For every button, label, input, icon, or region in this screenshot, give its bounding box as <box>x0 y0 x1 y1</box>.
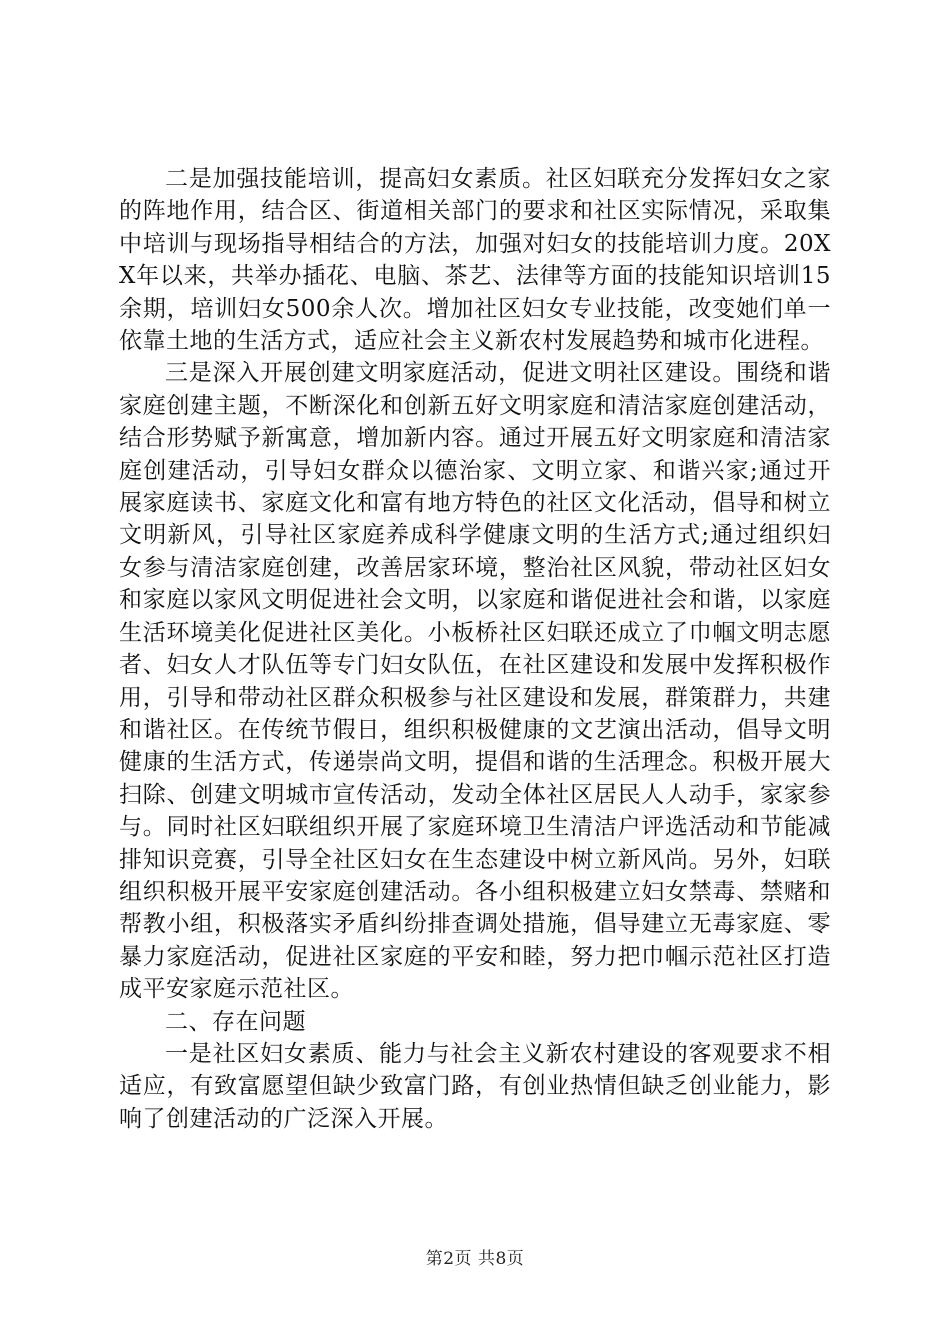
paragraph-civilized-families: 三是深入开展创建文明家庭活动，促进文明社区建设。围绕和谐家庭创建主题，不断深化和创新五好文明家庭和清洁家庭创建活动，结合形势赋予新寓意，增加新内容。通过开展五好文明家庭和清洁家庭创建活动，引导妇女群众以德治家、文明立家、和谐兴家;通过开展家庭读书、家庭文化和富有地方特色的社区文化活动，倡导和树立文明新风，引导社区家庭养成科学健康文明的生活方式;通过组织妇女参与清洁家庭创建，改善居家环境，整治社区风貌，带动社区妇女和家庭以家风文明促进社会文明，以家庭和谐促进社会和谐，以家庭生活环境美化促进社区美化。小板桥社区妇联还成立了巾帼文明志愿者、妇女人才队伍等专门妇女队伍，在社区建设和发展中发挥积极作用，引导和带动社区群众积极参与社区建设和发展，群策群力，共建和谐社区。在传统节假日，组织积极健康的文艺演出活动，倡导文明健康的生活方式，传递崇尚文明，提倡和谐的生活理念。积极开展大扫除、创建文明城市宣传活动，发动全体社区居民人人动手，家家参与。同时社区妇联组织开展了家庭环境卫生清洁户评选活动和节能减排知识竞赛，引导全社区妇女在生态建设中树立新风尚。另外，妇联组织积极开展平安家庭创建活动。各小组积极建立妇女禁毒、禁赌和帮教小组，积极落实矛盾纠纷排查调处措施，倡导建立无毒家庭、零暴力家庭活动，促进社区家庭的平安和睦，努力把巾帼示范社区打造成平安家庭示范社区。 <box>119 360 831 1003</box>
page-footer: 第2页 共8页 <box>425 1249 525 1269</box>
paragraph-problem-one: 一是社区妇女素质、能力与社会主义新农村建设的客观要求不相适应，有致富愿望但缺少致富门路，有创业热情但缺乏创业能力，影响了创建活动的广泛深入开展。 <box>119 1040 831 1132</box>
document-body <box>119 163 831 1135</box>
paragraph-skills-training: 二是加强技能培训，提高妇女素质。社区妇联充分发挥妇女之家的阵地作用，结合区、街道相关部门的要求和社区实际情况，采取集中培训与现场指导相结合的方法，加强对妇女的技能培训力度。20XX年以来，共举办插花、电脑、茶艺、法律等方面的技能知识培训15余期，培训妇女500余人次。增加社区妇女专业技能，改变她们单一依靠土地的生活方式，适应社会主义新农村发展趋势和城市化进程。 <box>119 166 831 355</box>
section-heading-problems: 二、存在问题 <box>165 1008 306 1035</box>
